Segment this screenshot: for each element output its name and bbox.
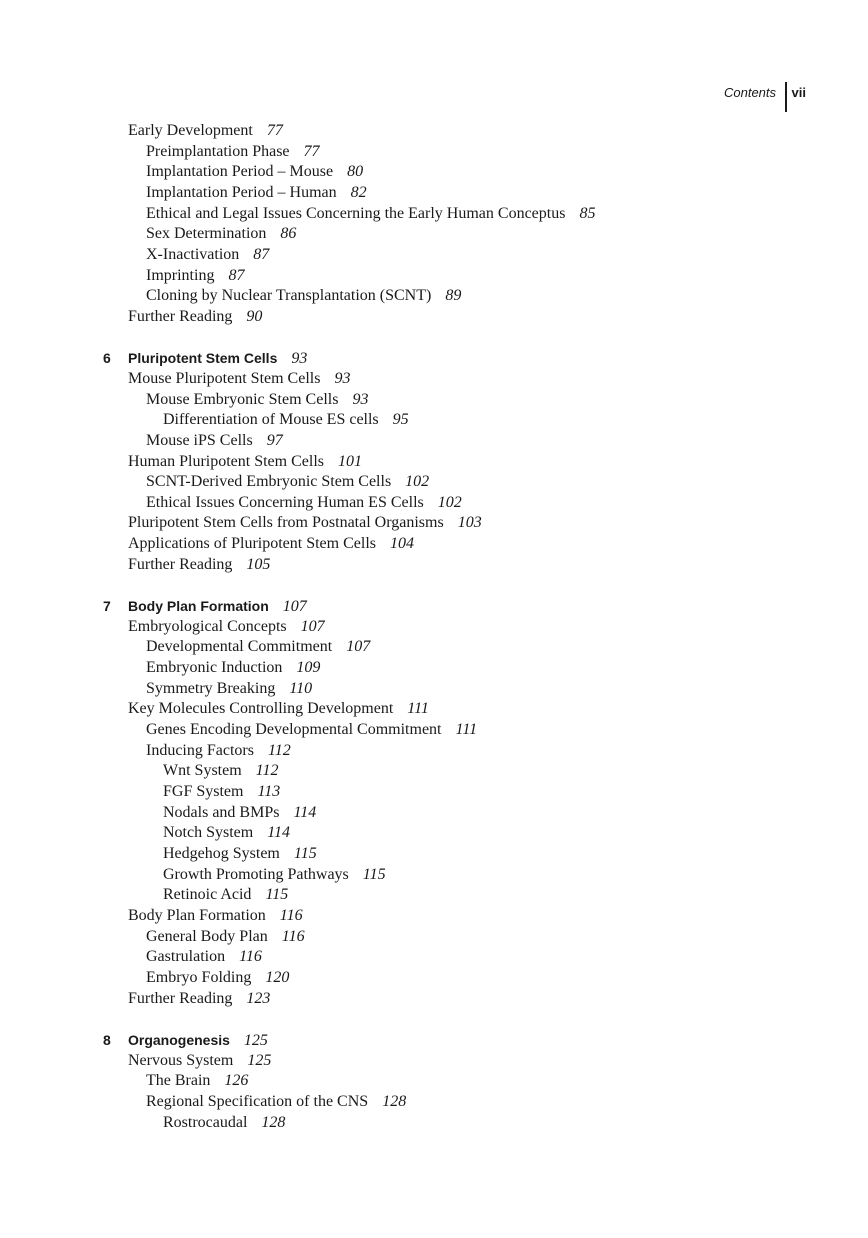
toc-entry [0,1071,868,1092]
toc-entry-title: Imprinting [146,266,215,284]
toc-entry [0,121,868,142]
section-spacer [0,575,868,596]
toc-entry-title: Further Reading [128,555,233,573]
toc-entry-title: Pluripotent Stem Cells from Postnatal Organisms [128,514,444,532]
toc-entry [0,989,868,1010]
table-of-contents [0,121,868,1133]
toc-entry-page: 107 [346,638,371,656]
toc-entry [0,452,868,473]
toc-entry-page: 107 [282,598,307,616]
toc-entry-title: Mouse Embryonic Stem Cells [146,390,339,408]
toc-entry-page: 85 [579,204,596,222]
chapter-number: 7 [103,598,111,615]
toc-entry [0,699,868,720]
toc-entry-title: Embryological Concepts [128,617,287,635]
toc-entry-page: 90 [246,307,263,325]
toc-entry-page: 125 [243,1031,268,1049]
toc-entry-title: SCNT-Derived Embryonic Stem Cells [146,473,392,491]
toc-entry [0,555,868,576]
toc-entry [0,865,868,886]
toc-entry [0,637,868,658]
toc-entry-page: 114 [267,824,291,842]
toc-chapter-heading [0,596,868,617]
toc-entry-page: 116 [281,927,305,945]
toc-entry-page: 128 [261,1113,286,1131]
toc-entry-title: Wnt System [163,762,242,780]
toc-entry [0,472,868,493]
toc-entry [0,679,868,700]
toc-entry-title: Regional Specification of the CNS [146,1092,369,1110]
toc-entry [0,761,868,782]
toc-entry-page: 103 [457,514,482,532]
running-head-title: Contents [723,85,777,100]
toc-entry [0,906,868,927]
toc-entry-title: Early Development [128,122,253,139]
toc-entry [0,782,868,803]
toc-entry-title: Gastrulation [146,948,226,966]
toc-entry [0,741,868,762]
toc-entry [0,968,868,989]
toc-entry-title: Genes Encoding Developmental Commitment [146,721,442,739]
toc-entry-title: Key Molecules Controlling Development [128,700,394,718]
toc-entry-page: 80 [347,163,364,181]
toc-entry [0,1092,868,1113]
toc-entry [0,844,868,865]
toc-entry [0,142,868,163]
toc-entry-title: Embryonic Induction [146,659,283,677]
toc-entry-page: 111 [455,721,478,739]
toc-entry-title: Nodals and BMPs [163,803,280,821]
toc-entry-title: Ethical Issues Concerning Human ES Cells [146,493,424,511]
toc-entry-title: Further Reading [128,989,233,1007]
chapter-number: 6 [103,350,111,367]
toc-entry [0,204,868,225]
toc-entry-title: Organogenesis [128,1031,230,1048]
toc-entry-page: 112 [255,762,279,780]
toc-entry-title: Applications of Pluripotent Stem Cells [128,535,376,553]
toc-entry-page: 104 [389,535,414,553]
toc-entry-title: Nervous System [128,1051,234,1069]
toc-entry-title: Pluripotent Stem Cells [128,350,278,367]
toc-chapter-heading [0,348,868,369]
toc-entry [0,617,868,638]
toc-entry [0,823,868,844]
toc-entry-page: 93 [334,369,351,387]
toc-entry-title: FGF System [163,783,244,800]
toc-entry [0,885,868,906]
toc-chapter-heading [0,1030,868,1051]
toc-entry-title: General Body Plan [146,927,268,945]
toc-entry-page: 115 [293,844,317,862]
toc-entry-page: 110 [289,679,313,697]
toc-entry-title: Rostrocaudal [163,1113,248,1131]
toc-entry-page: 93 [352,390,369,408]
toc-entry-page: 107 [300,617,325,635]
toc-entry-title: Ethical and Legal Issues Concerning the Early Human Conceptus [146,204,566,222]
toc-entry-title: Developmental Commitment [146,638,333,656]
toc-entry-title: Human Pluripotent Stem Cells [128,452,324,470]
toc-entry-page: 82 [350,183,367,201]
toc-entry-page: 125 [247,1051,272,1069]
toc-entry [0,1051,868,1072]
page-number: vii [791,85,806,100]
toc-entry-page: 116 [239,948,262,966]
toc-entry [0,390,868,411]
toc-entry-title: The Brain [146,1072,211,1090]
toc-entry-page: 113 [257,783,281,800]
toc-entry [0,493,868,514]
toc-entry-title: Inducing Factors [146,741,254,759]
toc-entry-title: Mouse iPS Cells [146,431,253,449]
toc-entry [0,245,868,266]
toc-entry-title: Differentiation of Mouse ES cells [163,411,379,429]
toc-entry-page: 101 [338,452,362,470]
toc-entry-page: 86 [280,225,297,243]
toc-entry-page: 128 [382,1092,407,1110]
toc-entry-page: 109 [296,659,321,677]
toc-entry-title: Growth Promoting Pathways [163,865,349,883]
toc-entry-page: 120 [265,968,290,986]
toc-entry-title: X-Inactivation [146,245,240,263]
toc-entry-page: 126 [224,1072,249,1090]
toc-entry-title: Implantation Period – Human [146,183,337,201]
toc-entry [0,307,868,328]
toc-entry-page: 102 [405,473,430,491]
toc-entry [0,369,868,390]
toc-entry [0,224,868,245]
toc-entry-page: 95 [392,411,409,429]
toc-entry-page: 112 [267,741,291,759]
toc-entry-title: Cloning by Nuclear Transplantation (SCNT) [146,287,432,305]
toc-entry-title: Body Plan Formation [128,906,266,924]
toc-entry [0,162,868,183]
toc-entry-title: Symmetry Breaking [146,679,276,697]
toc-entry-title: Embryo Folding [146,968,252,986]
toc-entry-page: 116 [279,906,303,924]
toc-entry-title: Retinoic Acid [163,886,252,904]
toc-entry-page: 77 [303,142,320,160]
toc-entry-page: 77 [266,122,283,139]
toc-entry-title: Notch System [163,824,254,842]
toc-entry-page: 97 [266,431,283,449]
toc-entry-page: 89 [445,287,462,305]
toc-entry [0,266,868,287]
toc-entry [0,286,868,307]
chapter-number: 8 [103,1031,111,1048]
section-spacer [0,1009,868,1030]
toc-entry-page: 114 [293,803,317,821]
toc-entry [0,803,868,824]
toc-entry-title: Sex Determination [146,225,267,243]
toc-entry [0,534,868,555]
toc-entry-page: 105 [246,555,271,573]
toc-entry-title: Implantation Period – Mouse [146,163,334,181]
toc-entry-page: 123 [246,989,271,1007]
section-spacer [0,328,868,349]
toc-entry-page: 93 [291,350,308,368]
toc-entry-page: 87 [253,245,270,263]
running-head [724,82,806,112]
toc-entry-title: Further Reading [128,307,233,325]
toc-entry [0,410,868,431]
toc-entry-title: Preimplantation Phase [146,142,290,160]
toc-entry-page: 102 [437,493,462,511]
toc-entry-title: Hedgehog System [163,844,280,862]
toc-entry [0,1113,868,1134]
toc-entry-page: 115 [265,886,289,904]
toc-entry-page: 115 [362,865,386,883]
toc-entry [0,658,868,679]
toc-entry-title: Mouse Pluripotent Stem Cells [128,369,321,387]
toc-entry [0,720,868,741]
toc-entry [0,513,868,534]
toc-entry-title: Body Plan Formation [128,598,269,615]
toc-entry-page: 87 [228,266,245,284]
toc-entry [0,431,868,452]
toc-entry-page: 111 [407,700,429,718]
toc-entry [0,927,868,948]
toc-entry [0,183,868,204]
toc-entry [0,947,868,968]
